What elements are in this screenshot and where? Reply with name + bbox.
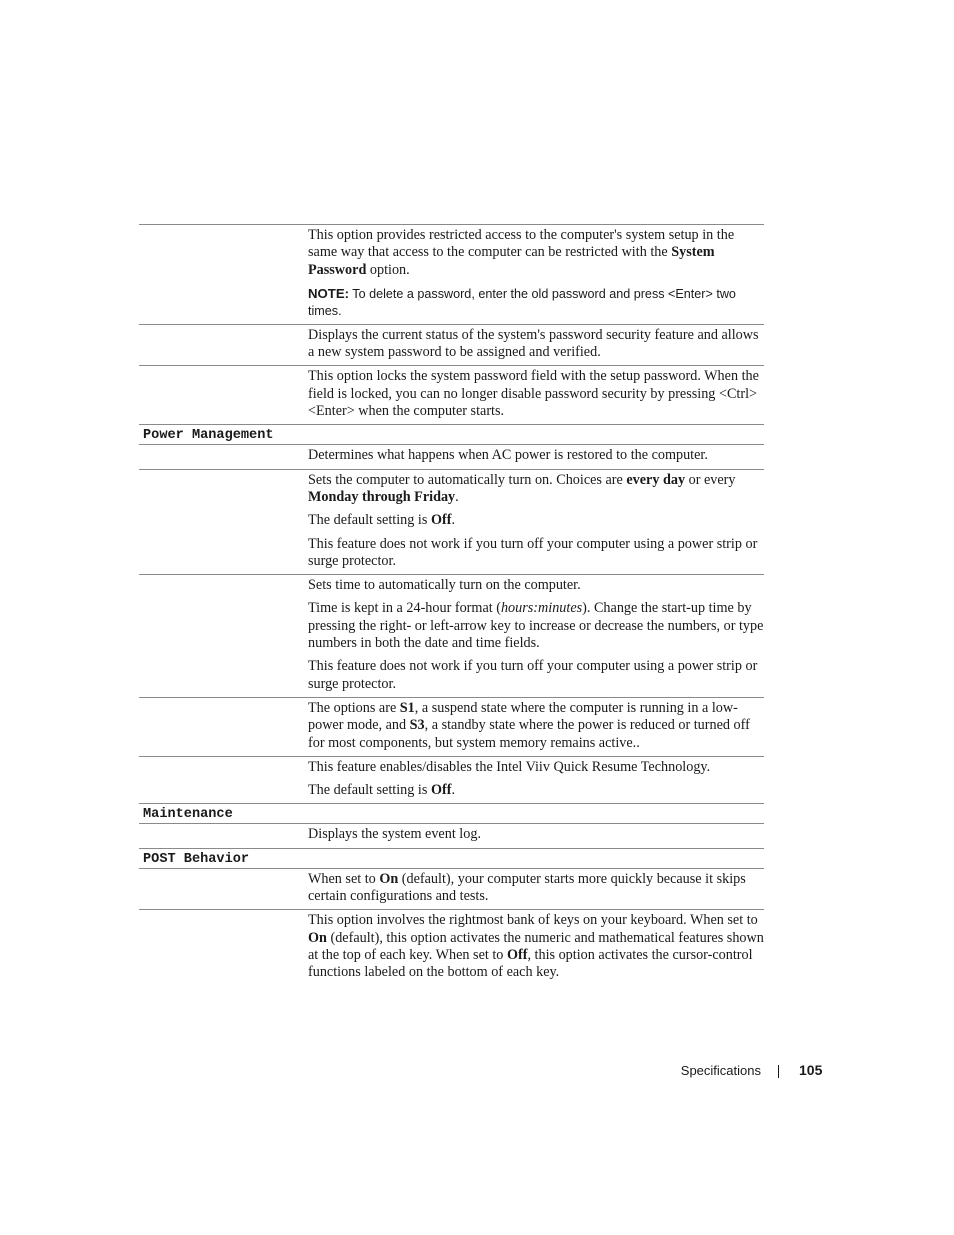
table-row [139, 225, 764, 325]
description-paragraph: Determines what happens when AC power is restored to the computer. [308, 447, 708, 464]
option-name-cell [139, 366, 308, 424]
option-description-cell [308, 445, 764, 468]
option-name-cell [139, 575, 308, 697]
table-row [139, 575, 764, 698]
description-paragraph: Displays the system event log. [308, 826, 481, 843]
note-text: To delete a password, enter the old password and press <Enter> two times. [308, 286, 736, 318]
table-row [139, 869, 764, 911]
option-description-cell [308, 757, 764, 804]
table-row [139, 910, 764, 985]
table-row [139, 698, 764, 757]
description-paragraph: Displays the current status of the system's password security feature and allows a new system password to be assigned and verified. [308, 326, 759, 361]
table-row [139, 757, 764, 805]
footer-section-title: Specifications [680, 1063, 761, 1078]
description-paragraph: The default setting is Off. [308, 782, 455, 799]
description-paragraph: This option locks the system password field with the setup password. When the field is locked, you can no longer disable password security by pressing <Ctrl><Enter> when the computer starts. [308, 368, 759, 420]
table-row [139, 366, 764, 425]
section-header-power-management: Power Management [139, 425, 764, 445]
option-description-cell [308, 698, 764, 756]
description-paragraph: This feature does not work if you turn off your computer using a power strip or surge protector. [308, 658, 758, 692]
description-paragraph: This option involves the rightmost bank of keys on your keyboard. When set to On (default), this option activates the numeric and mathematical features shown at the top of each key. When set to Off, this option activates the cursor-control functions labeled on the bottom of each key. [308, 912, 764, 981]
option-name-cell [139, 757, 308, 804]
table-row [139, 445, 764, 469]
description-paragraph: The options are S1, a suspend state where the computer is running in a low-power mode, and S3, a standby state where the power is reduced or turned off for most components, but system memory remains active.. [308, 699, 750, 751]
description-paragraph: The default setting is Off. [308, 512, 455, 529]
option-name-cell [139, 325, 308, 366]
option-description-cell [308, 575, 764, 697]
option-description-cell [308, 366, 764, 424]
note-label: NOTE: [308, 285, 350, 301]
description-paragraph: Time is kept in a 24-hour format (hours:minutes). Change the start-up time by pressing the right- or left-arrow key to increase or decrease the numbers, or type numbers in both the date and time fields. [308, 600, 764, 652]
section-header-post-behavior: POST Behavior [139, 849, 764, 869]
option-description-cell [308, 470, 764, 574]
table-row [139, 470, 764, 575]
option-description-cell [308, 225, 764, 324]
page-number: 105 [799, 1062, 823, 1078]
option-description-cell [308, 325, 764, 366]
option-name-cell [139, 445, 308, 468]
description-paragraph: When set to On (default), your computer starts more quickly because it skips certain configurations and tests. [308, 870, 746, 905]
option-description-cell [308, 869, 764, 910]
description-paragraph: This feature enables/disables the Intel Viiv Quick Resume Technology. [308, 758, 711, 775]
table-row [139, 325, 764, 367]
option-name-cell [139, 910, 308, 985]
description-paragraph: Sets time to automatically turn on the computer. [308, 577, 581, 594]
table-row [139, 824, 764, 848]
description-paragraph: Sets the computer to automatically turn on. Choices are every day or every Monday through Friday. [308, 471, 736, 505]
option-description-cell [308, 910, 764, 985]
bios-options-table [139, 224, 764, 986]
option-description-cell [308, 824, 764, 847]
option-name-cell [139, 869, 308, 910]
option-name-cell [139, 470, 308, 574]
footer-divider [778, 1065, 779, 1078]
option-name-cell [139, 225, 308, 324]
description-paragraph: This feature does not work if you turn off your computer using a power strip or surge protector. [308, 535, 758, 569]
note [308, 285, 764, 320]
section-header-maintenance: Maintenance [139, 804, 764, 824]
option-name-cell [139, 698, 308, 756]
option-name-cell [139, 824, 308, 847]
description-paragraph: This option provides restricted access to the computer's system setup in the same way that access to the computer can be restricted with the System Password option. [308, 227, 735, 278]
